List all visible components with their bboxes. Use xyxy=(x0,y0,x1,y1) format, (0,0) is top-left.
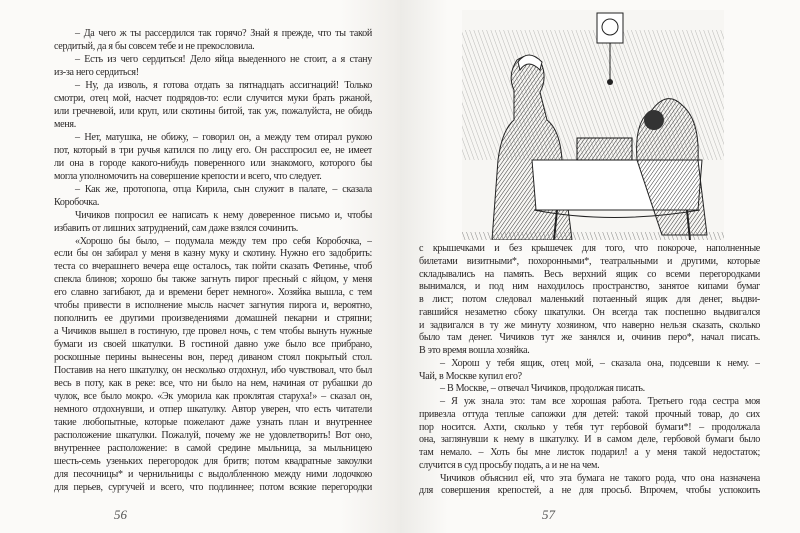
text-line: Коробочка. xyxy=(54,196,100,208)
text-line: привезла оттуда теплые сапожки для детей: такой прочный товар, до сих xyxy=(419,408,760,420)
text-line: а Чичиков вышел в гостиную, где провел ночь, с тем чтобы вынуть нужные xyxy=(54,326,372,338)
text-line: – Хорош у тебя ящик, отец мой, – сказала она, подсевши к нему. – xyxy=(440,357,760,369)
text-line: для совершения крепостей, а не для просьб. Впрочем, чтобы успокоить xyxy=(419,485,760,497)
text-line: Чичиков попросил ее написать к нему доверенное письмо и, чтобы xyxy=(75,209,372,221)
text-line: – Я уж знала это: там все хорошая работа. Третьего года сестра моя xyxy=(440,396,760,407)
text-line: с крышечками и без крышечек для того, что покороче, наполненные xyxy=(419,243,760,254)
text-line: его славно загибают, да и времени берет немного». Хозяйка вышла, с тем xyxy=(54,287,372,299)
text-line: меня. xyxy=(54,118,76,130)
text-line: в лист; потом следовал маленький потаенный ящик для денег, выдви- xyxy=(419,294,760,305)
right-page xyxy=(400,0,800,533)
text-line: если бы он забирал у меня в казну муку и скотину. Нужно его задобрить: xyxy=(54,248,372,260)
text-line: бумаги из своей шкатулки. В гостиной давно уже было все прибрано, xyxy=(54,339,372,351)
text-line: случится в суд просьбу подать, а и не на чем. xyxy=(419,459,600,471)
text-line: было там денег. Чичиков тут же занялся и, очинив перо*, начал писать. xyxy=(419,332,760,344)
text-line: теста со вчерашнего вечера еще осталось, так пойти сказать Фетинье, чтоб xyxy=(54,261,372,273)
page-number: 57 xyxy=(542,507,555,522)
text-line: из-за него сердиться! xyxy=(54,66,139,78)
text-line: вынимался, и под ним находилось пространство, занятое кипами бумаг xyxy=(419,281,760,293)
text-line: – В Москве, – отвечал Чичиков, продолжая писать. xyxy=(440,383,645,395)
text-line: она, заглянувши к нему в шкатулку. И в самом деле, гербовой бумаги было xyxy=(419,434,760,446)
text-line: шесть-семь узеньких перегородок для бритв; потом квадратные закоулки xyxy=(54,455,372,467)
text-line: для перьев, сургучей и всего, что подлиннее; потом всякие перегородки xyxy=(54,481,372,493)
text-line: там немало. – Хоть бы мне листок подарил! а у меня такой недостаток; xyxy=(419,447,760,458)
text-line: расположение шкатулки. Пожалуй, почему же не удовлетворить! Вот оно, xyxy=(54,430,372,442)
text-line: избавить от лишних затруднений, сам даже взялся сочинить. xyxy=(54,222,298,234)
text-line: такие любопытные, которые пожелают даже узнать план и внутреннее xyxy=(54,417,372,429)
text-line: роскошные перины вынесены вон, перед диваном стоял покрытый стол. xyxy=(54,352,372,364)
text-line: – Да чего ж ты рассердился так горячо? Знай я прежде, что ты такой xyxy=(75,28,372,39)
text-line: весь в поту, как в реке: все, что ни было на нем, начиная от рубашки до xyxy=(54,378,372,390)
text-line: спекла блинов; хорошо бы также загнуть пирог пресный с яйцом, у меня xyxy=(54,274,372,286)
text-line: В это время вошла хозяйка. xyxy=(419,345,530,356)
text-line: смотри, отец мой, насчет подрядов-то: если случится муки брать ржаной, xyxy=(54,92,372,104)
text-line: пор носится. Ахти, сколько у тебя тут гербовой бумаги*! – продолжала xyxy=(419,421,760,433)
text-line: или гречневой, или круп, или скотины битой, так уж, пожалуйста, не обидь xyxy=(54,105,372,117)
text-line: и задвигался в ту же минуту хозяином, что наверно нельзя сказать, сколько xyxy=(419,319,760,331)
text-line: – Нет, матушка, не обижу, – говорил он, а между тем отирал рукою xyxy=(75,131,372,143)
text-line: для песочницы* и чернильницы с выдолбленною между ними лодочкою xyxy=(54,468,372,480)
text-line: – Ну, да изволь, я готова отдать за пятнадцать ассигнаций! Только xyxy=(75,79,372,91)
text-line: «Хорошо бы было, – подумала между тем про себя Коробочка, – xyxy=(75,235,372,247)
text-line: гавшийся незаметно сбоку шкатулки. Он всегда так поспешно выдвигался xyxy=(419,306,760,318)
text-line: Поставив на него шкатулку, он несколько отдохнул, ибо чувствовал, что был xyxy=(54,365,372,377)
text-line: пополнить ее другими произведениями домашней пекарни и стряпни; xyxy=(54,313,372,325)
text-line: билетами визитными*, похоронными*, театральными и другими, которые xyxy=(419,255,760,267)
text-line: внутреннее расположение: в самой средине мыльница, за мыльницею xyxy=(54,443,372,454)
text-line: ли она в городе какого-нибудь поверенного или знакомого, которого бы xyxy=(54,157,372,169)
text-line: немного отдохнувши, и отпер шкатулку. Автор уверен, что есть читатели xyxy=(54,404,372,416)
text-line: складывались на память. Весь верхний ящик со всеми перегородками xyxy=(419,268,760,280)
text-line: сердитый, да я бы совсем тебе и не прекословила. xyxy=(54,40,255,52)
text-line: – Есть из чего сердиться! Дело яйца выеденного не стоит, а я стану xyxy=(75,53,372,65)
text-line: Чичиков объяснил ей, что эта бумага не такого рода, что она назначена xyxy=(440,472,760,484)
text-line: Чай, в Москве купил его? xyxy=(419,370,522,382)
text-line: пот, который в три ручья катился по лицу его. Он расспросил ее, не имеет xyxy=(54,144,372,156)
page-number: 56 xyxy=(114,507,127,522)
text-line: могла уполномочить на совершение крепости и всего, что следует. xyxy=(54,170,322,182)
illustration-chichikov-korobochka xyxy=(462,10,724,240)
right-page-text xyxy=(419,243,760,498)
text-line: чулок, все было мокро. «Эк уморила как проклятая старуха!» – сказал он, xyxy=(54,391,372,403)
text-line: – Как же, протопопа, отца Кирила, сын служит в палате, – сказала xyxy=(75,183,372,195)
text-line: чтобы привести в исполнение мысль насчет загнутия пирога и, вероятно, xyxy=(54,300,372,312)
left-page-text xyxy=(54,28,372,495)
